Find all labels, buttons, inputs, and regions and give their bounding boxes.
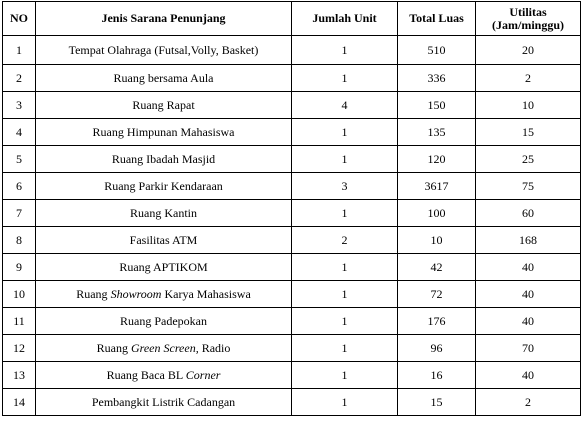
cell-total-area: 42 <box>398 254 476 281</box>
facility-name-text: Ruang Padepokan <box>120 313 207 328</box>
cell-facility-name <box>36 200 292 227</box>
cell-unit-count: 1 <box>292 335 398 362</box>
cell-no: 3 <box>3 92 36 119</box>
cell-total-area: 16 <box>398 362 476 389</box>
cell-total-area: 96 <box>398 335 476 362</box>
cell-facility-name <box>36 281 292 308</box>
cell-unit-count: 1 <box>292 281 398 308</box>
table-row <box>3 362 581 389</box>
table-row <box>3 308 581 335</box>
cell-facility-name <box>36 254 292 281</box>
cell-facility-name <box>36 119 292 146</box>
cell-utility: 60 <box>476 200 581 227</box>
cell-total-area: 120 <box>398 146 476 173</box>
table-row <box>3 281 581 308</box>
cell-unit-count: 1 <box>292 362 398 389</box>
facility-name-text: Fasilitas ATM <box>129 232 198 247</box>
header-utility <box>476 2 581 36</box>
cell-utility: 40 <box>476 254 581 281</box>
cell-no: 8 <box>3 227 36 254</box>
cell-facility-name <box>36 389 292 416</box>
cell-no: 2 <box>3 65 36 92</box>
cell-total-area: 176 <box>398 308 476 335</box>
header-no: NO <box>3 2 36 36</box>
header-unit-count: Jumlah Unit <box>292 2 398 36</box>
facility-name-text: Ruang <box>76 286 111 301</box>
cell-facility-name <box>36 227 292 254</box>
cell-facility-name <box>36 335 292 362</box>
cell-unit-count: 1 <box>292 254 398 281</box>
table-row <box>3 119 581 146</box>
cell-facility-name <box>36 36 292 65</box>
cell-total-area: 100 <box>398 200 476 227</box>
cell-utility: 10 <box>476 92 581 119</box>
cell-unit-count: 1 <box>292 146 398 173</box>
facility-name-text: Ruang APTIKOM <box>119 259 208 274</box>
cell-no: 13 <box>3 362 36 389</box>
cell-total-area: 3617 <box>398 173 476 200</box>
cell-unit-count: 1 <box>292 389 398 416</box>
cell-total-area: 15 <box>398 389 476 416</box>
cell-total-area: 510 <box>398 36 476 65</box>
facility-name-suffix: Karya Mahasiswa <box>161 286 251 301</box>
facility-name-suffix: Radio <box>198 340 231 355</box>
cell-total-area: 135 <box>398 119 476 146</box>
cell-unit-count: 1 <box>292 65 398 92</box>
cell-utility: 2 <box>476 65 581 92</box>
facility-name-italic: Showroom <box>110 286 162 301</box>
cell-utility: 40 <box>476 308 581 335</box>
cell-no: 9 <box>3 254 36 281</box>
table-row <box>3 146 581 173</box>
table-row <box>3 65 581 92</box>
facility-name-text: Ruang Himpunan Mahasiswa <box>92 124 235 139</box>
cell-no: 11 <box>3 308 36 335</box>
cell-unit-count: 1 <box>292 200 398 227</box>
cell-utility: 25 <box>476 146 581 173</box>
cell-no: 5 <box>3 146 36 173</box>
facility-name-text: Ruang <box>96 340 131 355</box>
cell-no: 10 <box>3 281 36 308</box>
facilities-table <box>2 1 581 416</box>
table-row <box>3 335 581 362</box>
cell-unit-count: 4 <box>292 92 398 119</box>
facility-name-text: Tempat Olahraga (Futsal,Volly, Basket) <box>68 42 259 57</box>
facility-name-text: Ruang bersama Aula <box>113 70 214 85</box>
cell-utility: 20 <box>476 36 581 65</box>
cell-utility: 168 <box>476 227 581 254</box>
facility-name-text: Ruang Kantin <box>130 205 197 220</box>
facility-name-text: Ruang Parkir Kendaraan <box>104 178 223 193</box>
cell-total-area: 150 <box>398 92 476 119</box>
header-facility-type: Jenis Sarana Penunjang <box>36 2 292 36</box>
cell-no: 14 <box>3 389 36 416</box>
cell-facility-name <box>36 92 292 119</box>
table-row <box>3 200 581 227</box>
header-utility-line2: (Jam/minggu) <box>492 17 564 32</box>
facility-name-text: Ruang Baca BL <box>106 367 186 382</box>
table-row <box>3 227 581 254</box>
table-row <box>3 92 581 119</box>
cell-unit-count: 1 <box>292 308 398 335</box>
cell-facility-name <box>36 308 292 335</box>
header-total-area: Total Luas <box>398 2 476 36</box>
table-row <box>3 254 581 281</box>
cell-facility-name <box>36 362 292 389</box>
cell-no: 4 <box>3 119 36 146</box>
cell-total-area: 336 <box>398 65 476 92</box>
cell-utility: 40 <box>476 362 581 389</box>
table-row <box>3 36 581 65</box>
header-utility-line1: Utilitas <box>509 4 547 19</box>
cell-facility-name <box>36 65 292 92</box>
cell-utility: 75 <box>476 173 581 200</box>
cell-unit-count: 3 <box>292 173 398 200</box>
cell-facility-name <box>36 146 292 173</box>
cell-unit-count: 1 <box>292 36 398 65</box>
facility-name-text: Pembangkit Listrik Cadangan <box>91 394 236 409</box>
cell-no: 6 <box>3 173 36 200</box>
cell-utility: 15 <box>476 119 581 146</box>
table-row <box>3 389 581 416</box>
facility-name-italic: Green Screen, <box>130 340 199 355</box>
cell-facility-name <box>36 173 292 200</box>
cell-utility: 70 <box>476 335 581 362</box>
cell-utility: 2 <box>476 389 581 416</box>
cell-unit-count: 2 <box>292 227 398 254</box>
table-row <box>3 173 581 200</box>
cell-total-area: 72 <box>398 281 476 308</box>
cell-no: 12 <box>3 335 36 362</box>
facility-name-italic: Corner <box>185 367 221 382</box>
cell-total-area: 10 <box>398 227 476 254</box>
cell-no: 1 <box>3 36 36 65</box>
facility-name-text: Ruang Ibadah Masjid <box>111 151 216 166</box>
cell-unit-count: 1 <box>292 119 398 146</box>
facility-name-text: Ruang Rapat <box>132 97 195 112</box>
cell-utility: 40 <box>476 281 581 308</box>
cell-no: 7 <box>3 200 36 227</box>
header-row <box>3 2 581 36</box>
